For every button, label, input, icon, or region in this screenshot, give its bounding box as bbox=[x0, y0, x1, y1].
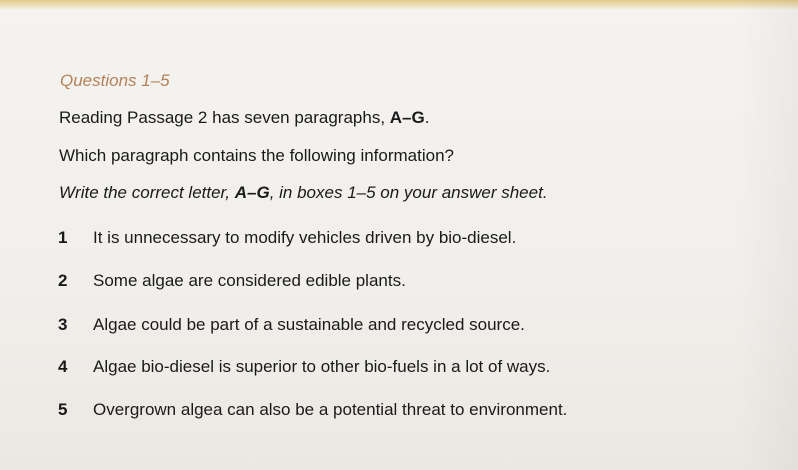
question-text: Algae bio-diesel is superior to other bio-fuels in a lot of ways. bbox=[93, 357, 551, 376]
question-item bbox=[58, 400, 567, 420]
question-number: 5 bbox=[58, 400, 68, 419]
question-number: 4 bbox=[58, 357, 68, 376]
intro-line3-range: A–G bbox=[234, 183, 270, 202]
intro-line1-text: Reading Passage 2 has seven paragraphs, bbox=[59, 108, 390, 127]
question-item bbox=[58, 357, 550, 377]
intro-line1-end: . bbox=[424, 108, 430, 127]
page-top-edge bbox=[0, 0, 798, 10]
question-text: Overgrown algea can also be a potential threat to environment. bbox=[93, 400, 568, 419]
question-item bbox=[58, 271, 406, 291]
intro-line-question: Which paragraph contains the following information? bbox=[59, 146, 455, 165]
intro-line3-text: Write the correct letter, bbox=[59, 183, 235, 202]
question-number: 2 bbox=[58, 271, 68, 290]
question-number: 1 bbox=[58, 228, 68, 247]
intro-line-paragraphs bbox=[59, 108, 429, 128]
question-item bbox=[58, 315, 525, 335]
question-text: Some algae are considered edible plants. bbox=[93, 271, 406, 290]
intro-line1-range: A–G bbox=[389, 108, 425, 127]
intro-line-instruction bbox=[59, 183, 548, 203]
questions-heading: Questions 1–5 bbox=[60, 71, 170, 90]
question-text: It is unnecessary to modify vehicles driven by bio-diesel. bbox=[93, 228, 517, 247]
question-text: Algae could be part of a sustainable and recycled source. bbox=[93, 315, 525, 334]
intro-line3-end: , in boxes 1–5 on your answer sheet. bbox=[269, 183, 548, 202]
page-right-shade bbox=[738, 0, 798, 470]
question-item bbox=[58, 228, 516, 248]
question-number: 3 bbox=[58, 315, 68, 334]
